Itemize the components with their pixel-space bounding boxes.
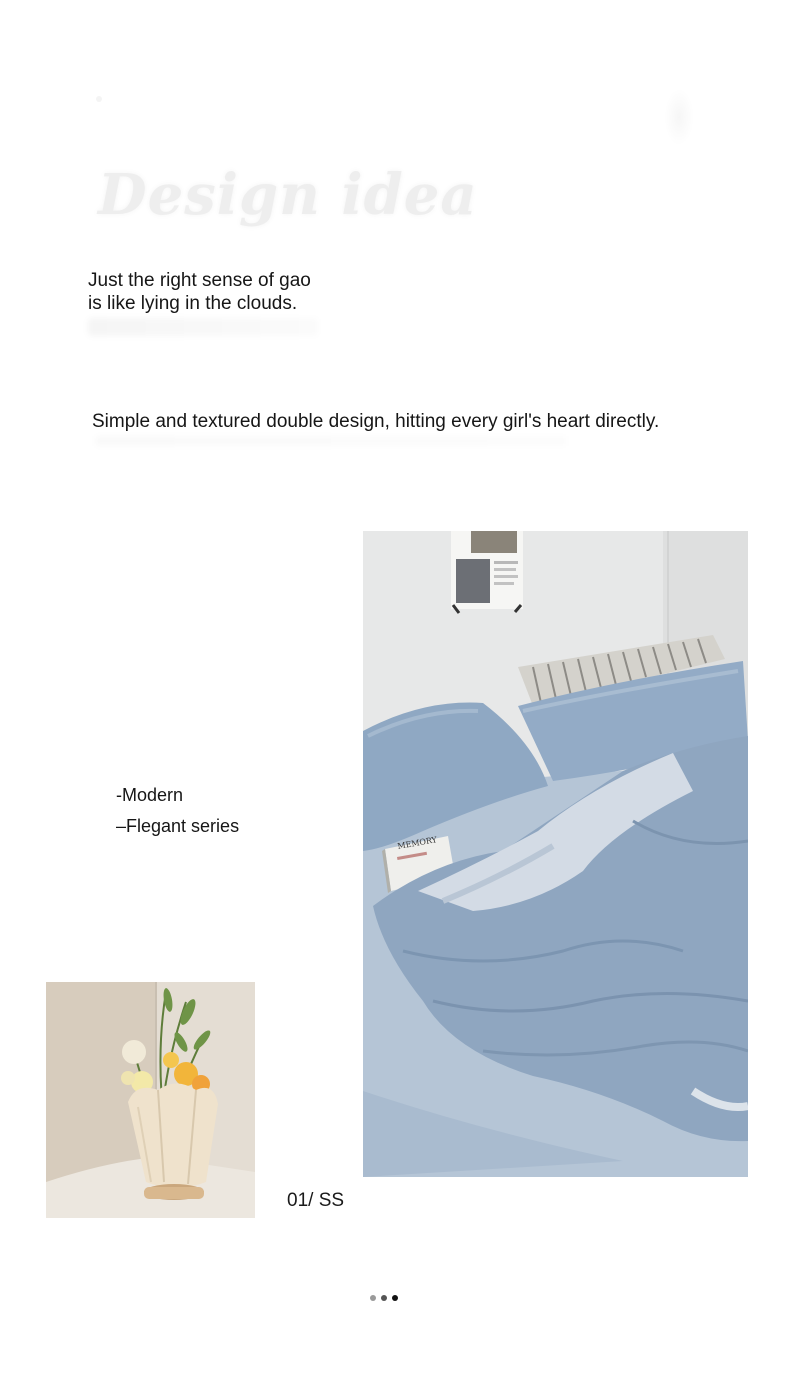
product-description: Simple and textured double design, hitting every girl's heart directly. (92, 411, 660, 432)
series-labels (116, 780, 239, 842)
vase-photo (46, 982, 255, 1218)
bedding-illustration (363, 531, 748, 1177)
page-label: 01/ SS (287, 1190, 345, 1211)
series-line-modern: -Modern (116, 785, 184, 805)
design-idea-heading: Design idea (98, 162, 478, 228)
pager-dot-3[interactable] (392, 1295, 398, 1301)
tagline (88, 269, 311, 315)
decorative-mark (664, 88, 694, 146)
decorative-dot (96, 96, 102, 102)
tagline-line-2: is like lying in the clouds. (88, 293, 298, 314)
pager-dot-1[interactable] (370, 1295, 376, 1301)
pager-dot-2[interactable] (381, 1295, 387, 1301)
series-line-elegant: –Flegant series (116, 816, 240, 836)
wall-poster (451, 531, 523, 613)
bedding-photo (363, 531, 748, 1177)
tagline-line-1: Just the right sense of gao (88, 270, 311, 291)
book-title: MEMORY (396, 835, 438, 851)
carousel-pager[interactable] (370, 1295, 398, 1301)
vase-illustration (46, 982, 255, 1218)
description-reflection (96, 436, 566, 446)
tagline-reflection (88, 318, 318, 336)
